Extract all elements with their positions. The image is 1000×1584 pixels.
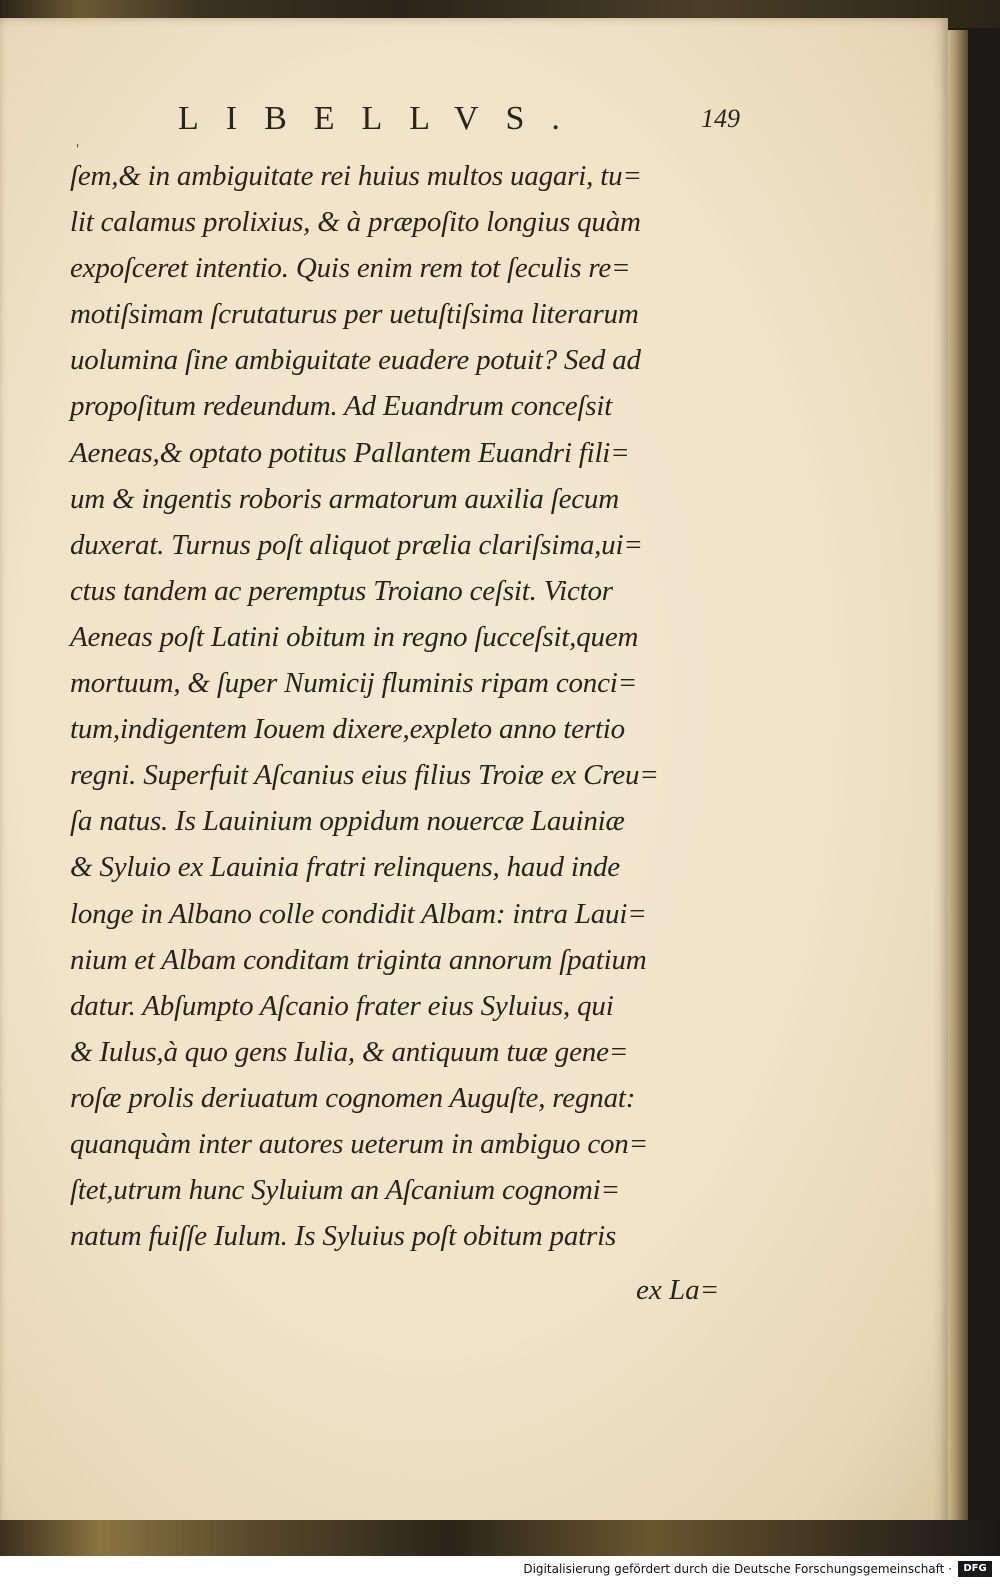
text-line: regni. Superfuit Aſcanius eius filius Troiæ ex Creu=	[70, 759, 659, 792]
digitization-footer	[0, 1556, 1000, 1584]
text-line: ſem,& in ambiguitate rei huius multos uagari, tu=	[70, 160, 642, 192]
funding-credit: Digitalisierung gefördert durch die Deutsche Forschungsgemeinschaft ·	[523, 1562, 952, 1576]
text-line: roſæ prolis deriuatum cognomen Auguſte, regnat:	[70, 1081, 636, 1114]
body-text	[70, 153, 740, 1259]
page-header	[178, 100, 738, 140]
text-line: quanquàm inter autores ueterum in ambiguo con=	[70, 1127, 648, 1160]
book-binding-bottom	[0, 1520, 1000, 1556]
text-line: ſa natus. Is Lauinium oppidum nouercæ Lauiniæ	[70, 805, 625, 838]
page-number: 149	[701, 104, 740, 133]
text-line: duxerat. Turnus poſt aliquot prælia clariſsima,ui=	[70, 528, 643, 561]
margin-mark: '	[76, 142, 80, 156]
text-line: datur. Abſumpto Aſcanio frater eius Syluius, qui	[70, 989, 614, 1022]
text-line: um & ingentis roboris armatorum auxilia ſecum	[70, 482, 619, 515]
catchword: ex La=	[636, 1274, 720, 1306]
text-line: uolumina ſine ambiguitate euadere potuit? Sed ad	[70, 344, 641, 377]
text-line: longe in Albano colle condidit Albam: intra Laui=	[70, 897, 647, 930]
text-line: Aeneas,& optato potitus Pallantem Euandri fili=	[70, 436, 630, 469]
running-title: LIBELLVS.	[178, 100, 587, 137]
text-line: & Syluio ex Lauinia fratri relinquens, haud inde	[70, 851, 620, 884]
text-line: motiſsimam ſcrutaturus per uetuſtiſsima literarum	[70, 298, 639, 331]
text-line: Aeneas poſt Latini obitum in regno ſucceſsit,quem	[70, 620, 639, 653]
text-line: tum,indigentem Iouem dixere,expleto anno tertio	[70, 713, 625, 746]
text-line: expoſceret intentio. Quis enim rem tot ſeculis re=	[70, 252, 631, 285]
dfg-logo-icon: DFG	[958, 1561, 992, 1577]
text-line: nium et Albam conditam triginta annorum ſpatium	[70, 943, 647, 976]
page-edge	[948, 30, 968, 1520]
text-line: lit calamus prolixius, & à præpoſito longius quàm	[70, 206, 641, 239]
text-line: ctus tandem ac peremptus Troiano ceſsit. Victor	[70, 574, 613, 607]
text-line: mortuum, & ſuper Numicij fluminis ripam conci=	[70, 667, 637, 700]
text-line: ſtet,utrum hunc Syluium an Aſcanium cognomi=	[70, 1174, 620, 1207]
text-line: natum fuiſſe Iulum. Is Syluius poſt obitum patris	[70, 1220, 617, 1253]
book-page	[0, 18, 948, 1534]
text-line: & Iulus,à quo gens Iulia, & antiquum tuæ gene=	[70, 1035, 629, 1068]
text-line: propoſitum redeundum. Ad Euandrum conceſsit	[70, 390, 613, 423]
